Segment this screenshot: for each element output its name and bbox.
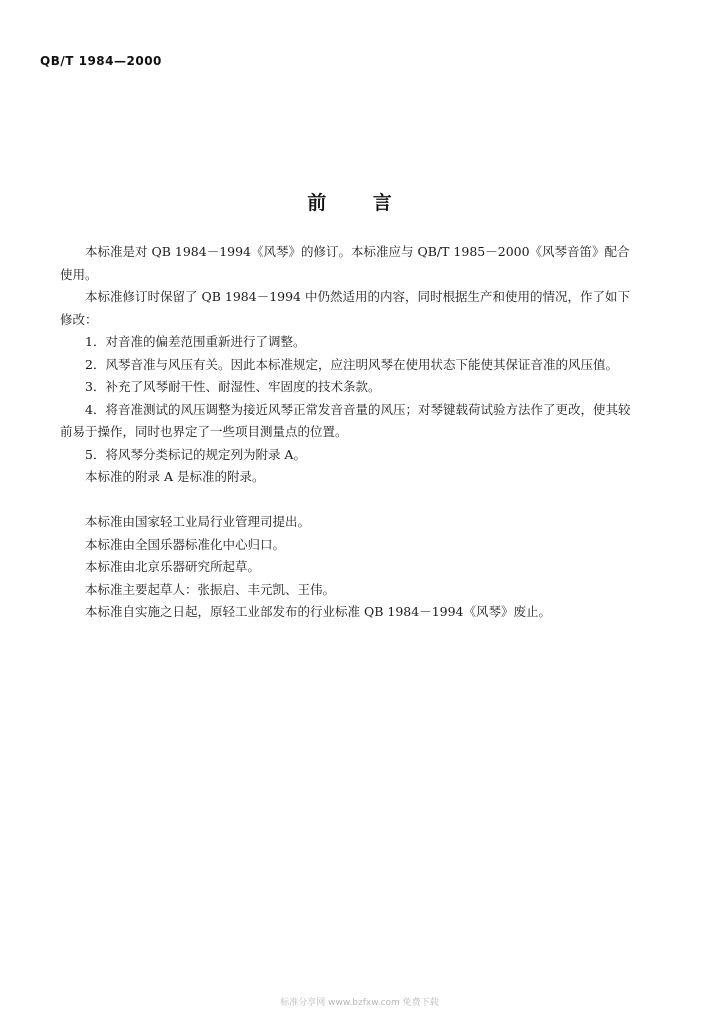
list-item-change-4: 4．将音准测试的风压调整为接近风琴正常发音音量的风压；对琴键载荷试验方法作了更改，使其较前易于操作，同时也界定了一些项目测量点的位置。 bbox=[60, 401, 631, 439]
paragraph-centralized-by: 本标准由全国乐器标准化中心归口。 bbox=[85, 536, 286, 552]
list-item-change-1: 1．对音准的偏差范围重新进行了调整。 bbox=[85, 334, 306, 349]
page-title: 前 言 bbox=[307, 192, 412, 214]
standard-code: QB/T 1984—2000 bbox=[40, 54, 162, 68]
paragraph-proposer: 本标准由国家轻工业局行业管理司提出。 bbox=[85, 514, 311, 529]
paragraph-supersedes: 本标准自实施之日起，原轻工业部发布的行业标准 QB 1984－1994《风琴》废止。 bbox=[85, 604, 552, 619]
paragraph-revision-intro: 本标准是对 QB 1984－1994《风琴》的修订。本标准应与 QB/T 1985－2000《风琴音笛》配合使用。 bbox=[60, 244, 630, 282]
paragraph-revision-scope: 本标准修订时保留了 QB 1984－1994 中仍然适用的内容，同时根据生产和使用的情况，作了如下修改： bbox=[60, 289, 630, 327]
paragraph-drafted-by: 本标准由北京乐器研究所起草。 bbox=[85, 559, 261, 574]
list-item-change-3: 3．补充了风琴耐干性、耐湿性、牢固度的技术条款。 bbox=[85, 379, 381, 394]
paragraph-spacer bbox=[60, 489, 640, 512]
paragraph-appendix-note: 本标准的附录 A 是标准的附录。 bbox=[85, 469, 265, 484]
footer-watermark: 标准分享网 www.bzfxw.com 免费下载 bbox=[280, 998, 439, 1008]
preface-body bbox=[60, 241, 640, 624]
list-item-change-2: 2．风琴音准与风压有关。因此本标准规定，应注明风琴在使用状态下能使其保证音准的风压值。 bbox=[85, 356, 618, 372]
paragraph-drafters: 本标准主要起草人：张振启、丰元凯、王伟。 bbox=[85, 581, 336, 597]
list-item-change-5: 5．将风琴分类标记的规定列为附录 A。 bbox=[85, 446, 306, 462]
